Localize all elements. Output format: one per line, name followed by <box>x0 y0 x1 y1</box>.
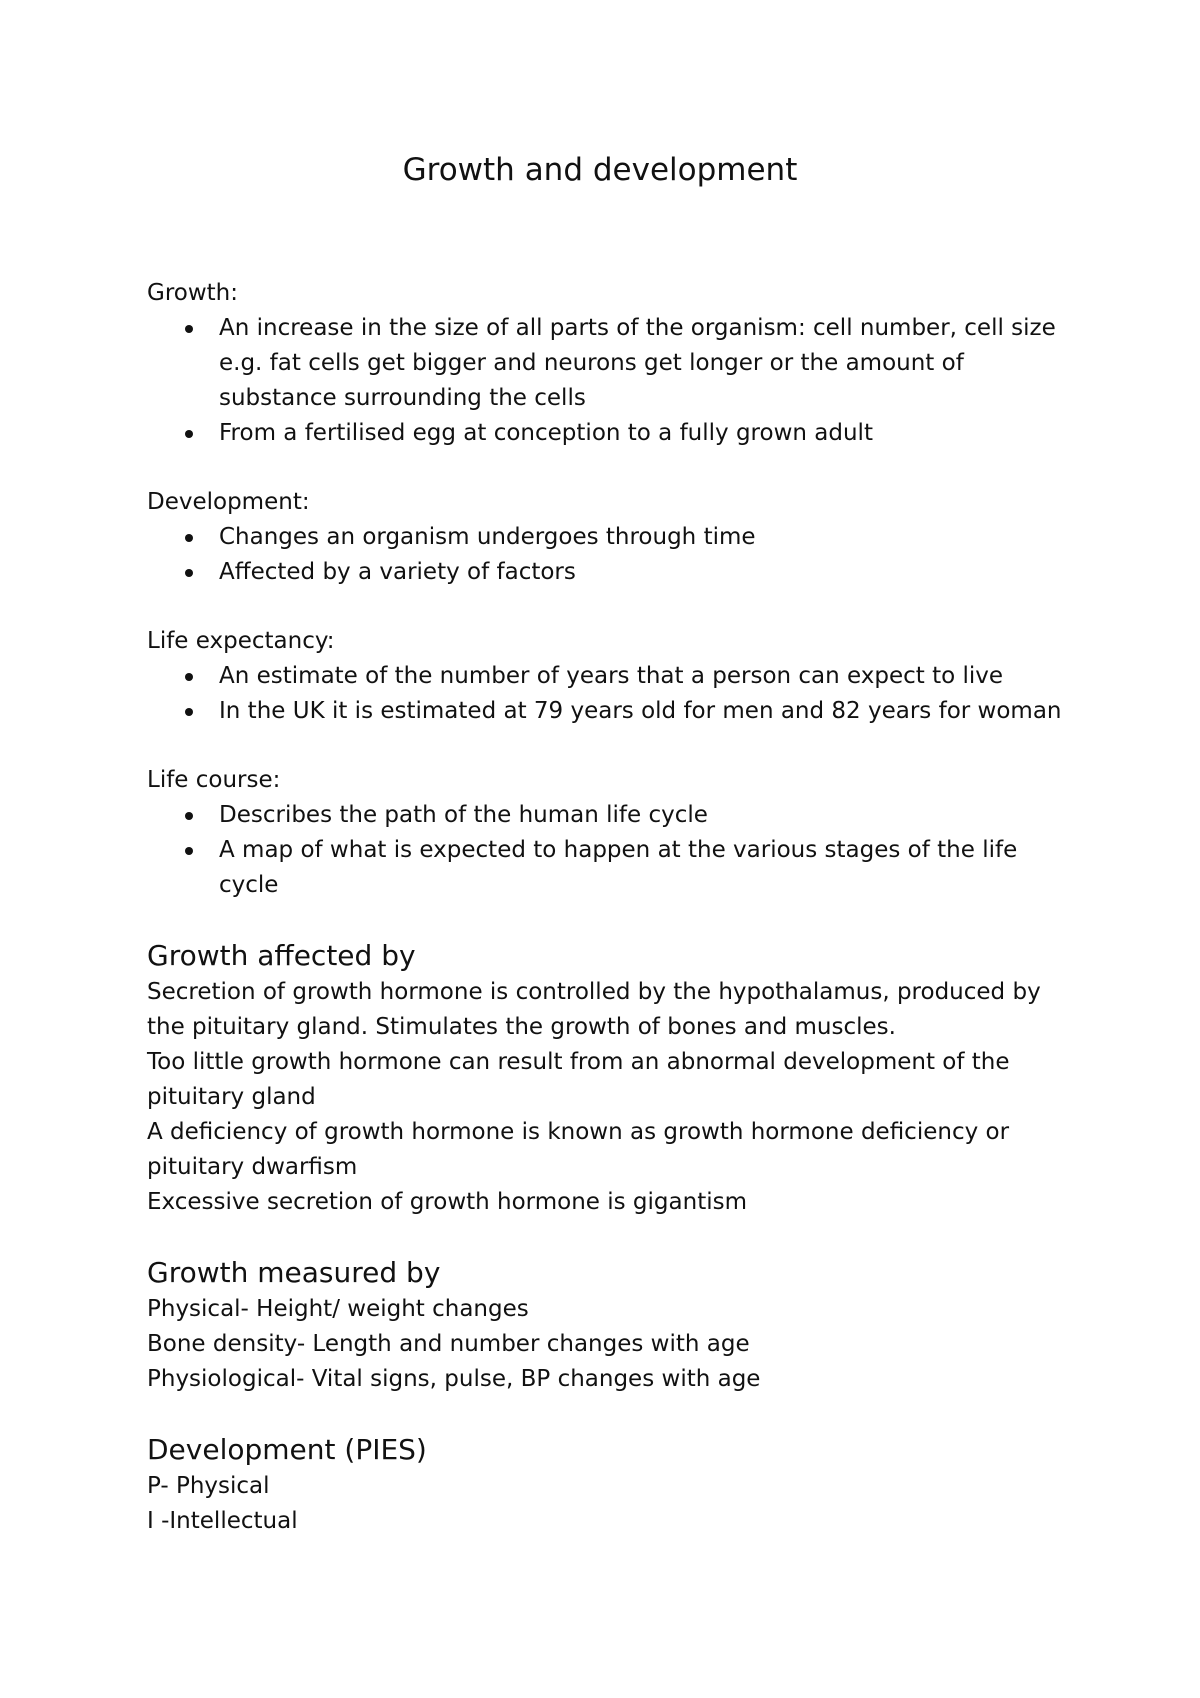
page-title: Growth and development <box>402 152 798 188</box>
section-heading: Growth measured by <box>147 1256 441 1289</box>
bullet-list <box>147 659 1077 729</box>
list-item: Affected by a variety of factors <box>219 555 1077 590</box>
paragraph: A deficiency of growth hormone is known as growth hormone deficiency or pituitary dwarfism <box>147 1119 1010 1180</box>
list-item: In the UK it is estimated at 79 years old for men and 82 years for woman <box>219 694 1077 729</box>
section-growth-measured <box>147 1254 1077 1397</box>
list-item: Describes the path of the human life cycle <box>219 798 1077 833</box>
section-label: Life expectancy: <box>147 628 335 654</box>
paragraph: Physiological- Vital signs, pulse, BP changes with age <box>147 1366 761 1392</box>
paragraph: Too little growth hormone can result from an abnormal development of the pituitary gland <box>147 1049 1010 1110</box>
section-life-course <box>147 763 1077 903</box>
bullet-list <box>147 311 1077 451</box>
section-growth <box>147 276 1077 451</box>
section-heading: Development (PIES) <box>147 1433 427 1466</box>
paragraph: Excessive secretion of growth hormone is gigantism <box>147 1189 747 1215</box>
section-development <box>147 485 1077 590</box>
list-item: From a fertilised egg at conception to a fully grown adult <box>219 416 1077 451</box>
bullet-list <box>147 798 1077 903</box>
paragraph: P- Physical <box>147 1473 270 1499</box>
section-label: Life course: <box>147 767 281 793</box>
section-label: Development: <box>147 489 310 515</box>
list-item: Changes an organism undergoes through time <box>219 520 1077 555</box>
list-item: A map of what is expected to happen at the various stages of the life cycle <box>219 833 1077 903</box>
paragraph: Secretion of growth hormone is controlled by the hypothalamus, produced by the pituitary gland. Stimulates the growth of bones and muscles. <box>147 979 1041 1040</box>
section-growth-affected <box>147 937 1077 1220</box>
list-item: An increase in the size of all parts of the organism: cell number, cell size e.g. fat cells get bigger and neurons get longer or the amount of substance surrounding the cells <box>219 311 1077 416</box>
section-heading: Growth affected by <box>147 939 416 972</box>
section-life-expectancy <box>147 624 1077 729</box>
list-item: An estimate of the number of years that a person can expect to live <box>219 659 1077 694</box>
bullet-list <box>147 520 1077 590</box>
section-label: Growth: <box>147 280 239 306</box>
document-body <box>147 276 1077 1539</box>
paragraph: Bone density- Length and number changes with age <box>147 1331 750 1357</box>
section-development-pies <box>147 1431 1077 1539</box>
paragraph: Physical- Height/ weight changes <box>147 1296 529 1322</box>
paragraph: I -Intellectual <box>147 1508 298 1534</box>
